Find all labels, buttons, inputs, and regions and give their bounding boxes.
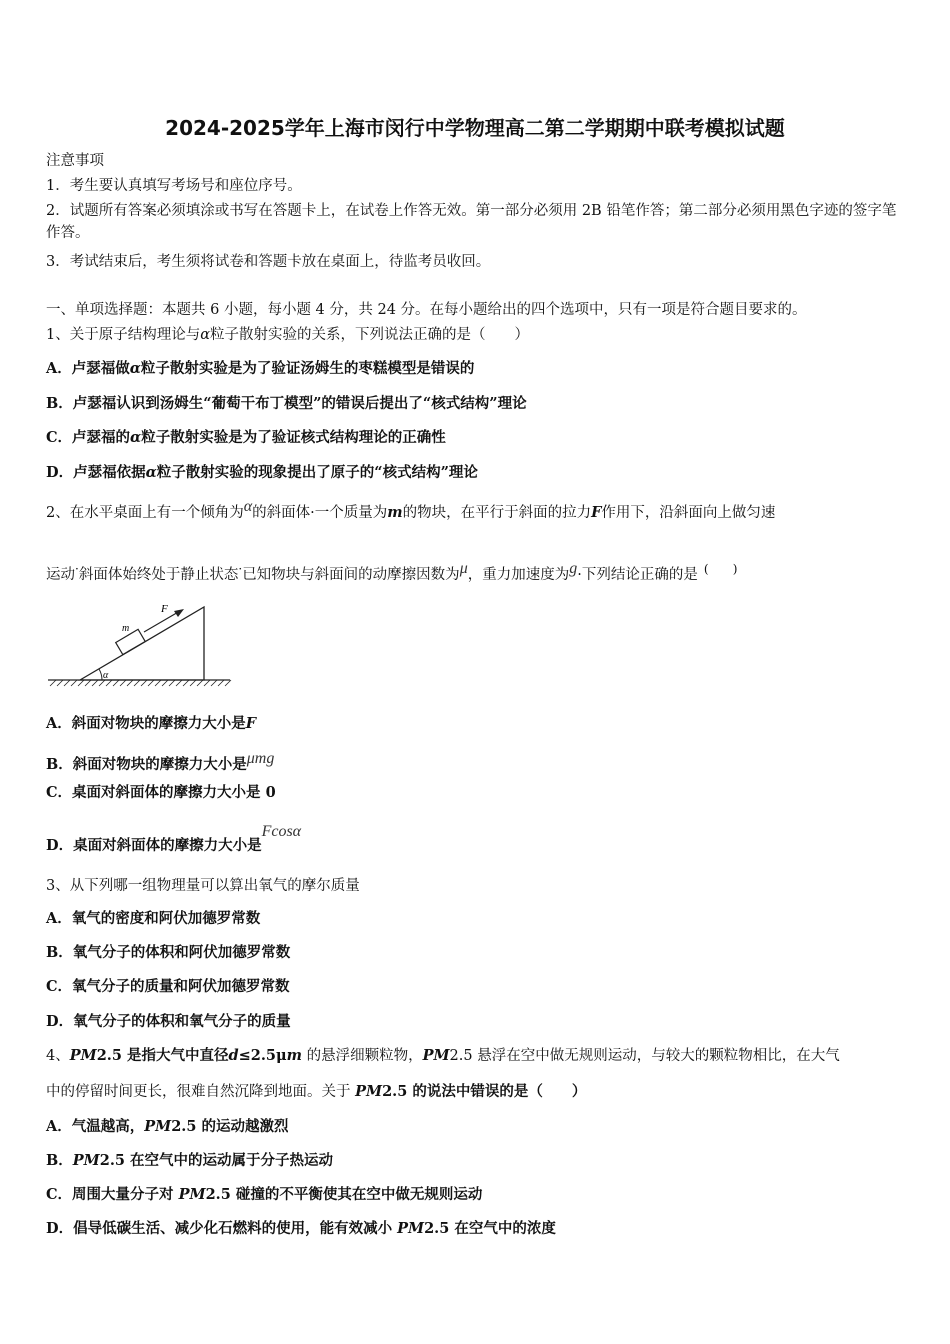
section-heading: 一、单项选择题：本题共 6 小题，每小题 4 分，共 24 分。在每小题给出的四个选项中，只有一项是符合题目要求的。	[46, 302, 807, 318]
angle-arc	[99, 669, 102, 680]
force-arrowhead	[174, 609, 184, 617]
notice-item-3: 3．考试结束后，考生须将试卷和答题卡放在桌面上，待监考员收回。	[46, 254, 491, 270]
q2-stem-line2: 运动·斜面体始终处于静止状态·已知物块与斜面间的动摩擦因数为$^\mu$，重力加速度为$^g$·下列结论正确的是 ( )	[46, 560, 738, 583]
notice-item-1: 1．考生要认真填写考场号和座位序号。	[46, 178, 302, 194]
q4-stem-line1: 4、PM2.5 是指大气中直径d≤2.5μm 的悬浮细颗粒物，PM2.5 悬浮在空中做无规则运动，与较大的颗粒物相比，在大气	[46, 1047, 840, 1064]
q3-option-b: B．氧气分子的体积和阿伏加德罗常数	[46, 944, 291, 961]
force-label: F	[161, 603, 168, 615]
q4-option-b: B．PM2.5 在空气中的运动属于分子热运动	[46, 1152, 334, 1169]
q1-option-a: A．卢瑟福做α粒子散射实验是为了验证汤姆生的枣糕模型是错误的	[46, 360, 475, 377]
q2-stem-line1: 2、在水平桌面上有一个倾角为$^\alpha$的斜面体·一个质量为m的物块，在平行于斜面的拉力F作用下，沿斜面向上做匀速	[46, 498, 776, 521]
notice-heading: 注意事项	[46, 153, 104, 169]
q3-option-c: C．氧气分子的质量和阿伏加德罗常数	[46, 978, 290, 995]
q3-option-d: D．氧气分子的体积和氧气分子的质量	[46, 1013, 291, 1030]
mass-label: m	[122, 623, 130, 634]
angle-label: α	[103, 670, 109, 681]
q2-option-b: B．斜面对物块的摩擦力大小是$^{\mu mg}$	[46, 750, 275, 773]
answer-paren: ( )	[703, 562, 738, 576]
q2-option-a: A．斜面对物块的摩擦力大小是F	[46, 715, 257, 732]
q1-stem: 1、关于原子结构理论与α粒子散射实验的关系，下列说法正确的是（ ）	[46, 327, 530, 343]
notice-item-2: 2．试题所有答案必须填涂或书写在答题卡上，在试卷上作答无效。第一部分必须用 2B 铅笔作答；第二部分必须用黑色字迹的签字笔作答。	[46, 203, 897, 241]
g-symbol: g	[569, 560, 578, 577]
q1-option-d: D．卢瑟福依据α粒子散射实验的现象提出了原子的“核式结构”理论	[46, 464, 478, 481]
page-title: 2024-2025学年上海市闵行中学物理高二第二学期期中联考模拟试题	[165, 116, 785, 140]
q2-option-c: C．桌面对斜面体的摩擦力大小是 0	[46, 784, 276, 801]
mu-symbol: μ	[459, 560, 468, 577]
q4-option-c: C．周围大量分子对 PM2.5 碰撞的不平衡使其在空中做无规则运动	[46, 1186, 483, 1203]
alpha-symbol: α	[243, 498, 253, 515]
q2-option-d: D．桌面对斜面体的摩擦力大小是$^{Fcos\alpha}$	[46, 823, 302, 854]
q4-option-d: D．倡导低碳生活、减少化石燃料的使用，能有效减小 PM2.5 在空气中的浓度	[46, 1220, 556, 1237]
ground-hatch	[50, 680, 231, 686]
q4-stem-line2: 中的停留时间更长，很难自然沉降到地面。关于 PM2.5 的说法中错误的是（ ）	[46, 1083, 587, 1100]
incline-figure	[44, 596, 236, 692]
q4-option-a: A．气温越高，PM2.5 的运动越激烈	[46, 1118, 289, 1135]
q3-option-a: A．氧气的密度和阿伏加德罗常数	[46, 910, 261, 927]
q1-option-c: C．卢瑟福的α粒子散射实验是为了验证核式结构理论的正确性	[46, 429, 446, 446]
q3-stem: 3、从下列哪一组物理量可以算出氧气的摩尔质量	[46, 878, 360, 894]
q1-option-b: B．卢瑟福认识到汤姆生“葡萄干布丁模型”的错误后提出了“核式结构”理论	[46, 395, 527, 412]
